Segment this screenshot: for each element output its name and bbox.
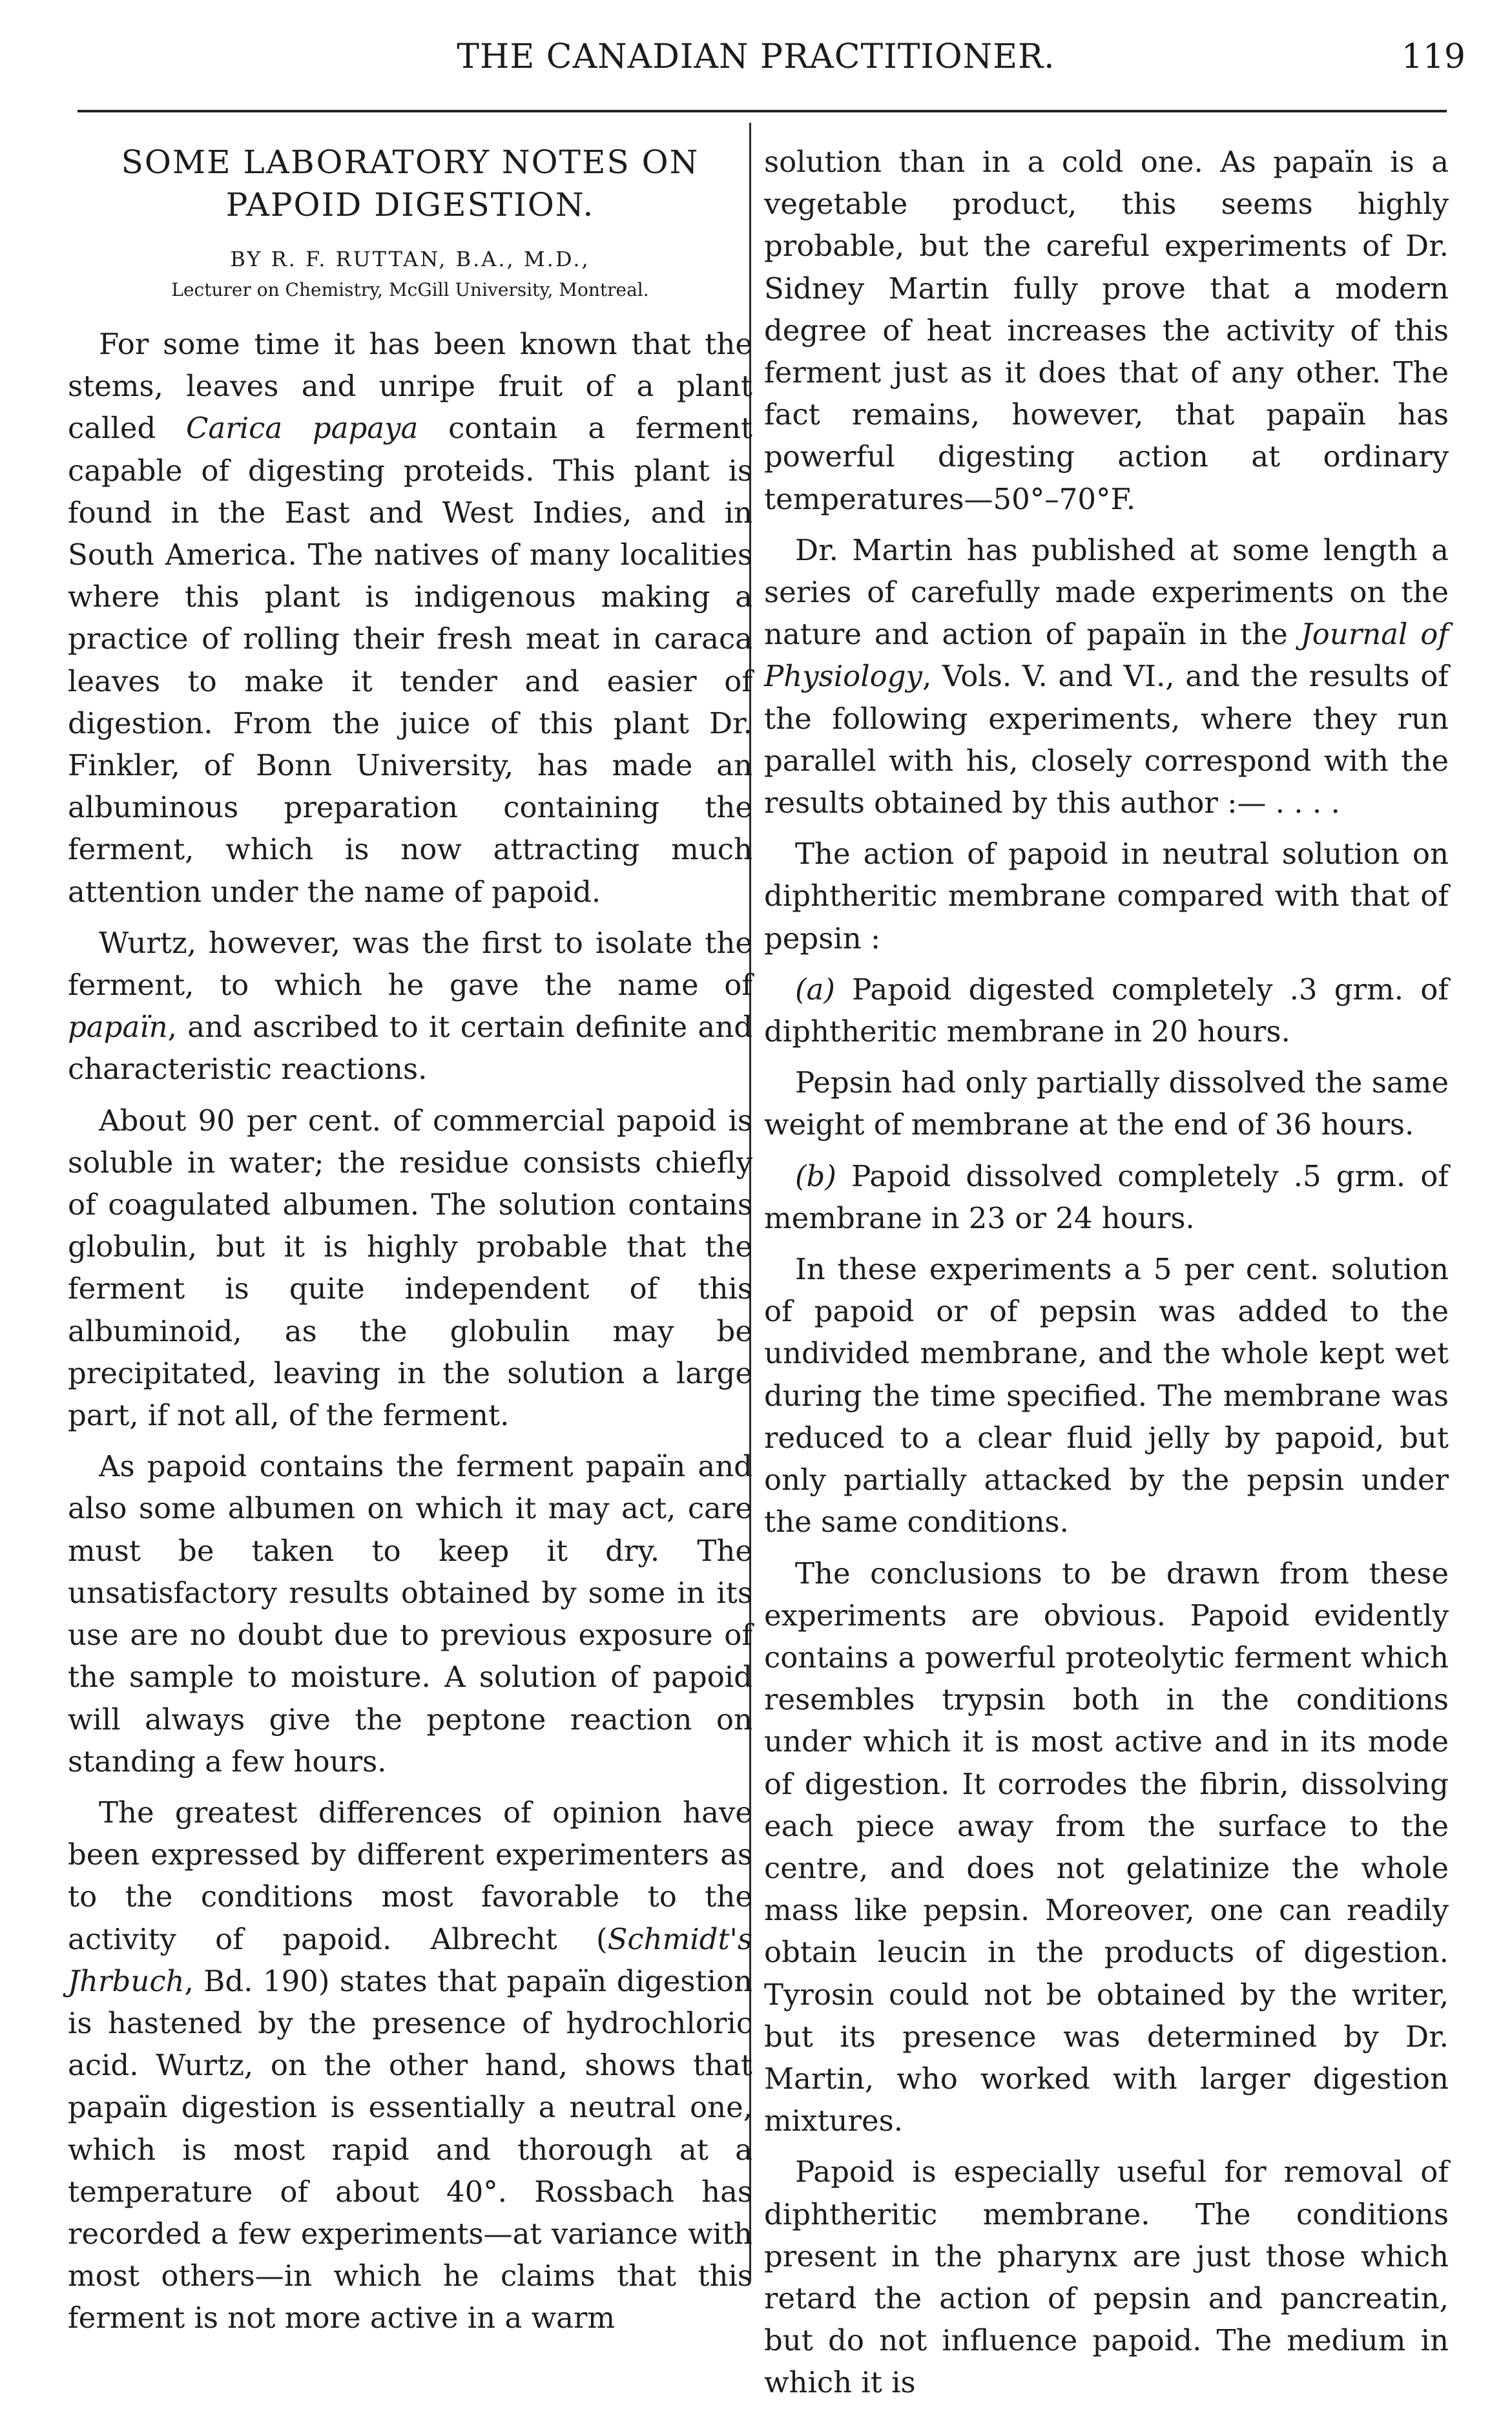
item-label: (b) [795, 1158, 836, 1193]
species-name: Carica papaya [185, 411, 419, 446]
paragraph: (b) Papoid dissolved completely .5 grm. of membrane in 23 or 24 hours. [764, 1158, 1449, 1235]
paragraph: The greatest differences of opinion have been expressed by different experimenters as to the conditions most favorable to the activity of papoid. Albrecht (Schmidt's Jhrbuch, Bd. 190) states that papaïn digestion is hastened by the presence of hydrochloric acid. Wurtz, on the other hand, shows that papaïn digestion is essentially a neutral one, which is most rapid and thorough at a temperature of about 40°. Rossbach has recorded a few experiments—at variance with most others—in which he claims that this ferment is not more active in a warm [68, 1795, 752, 2335]
journal-reference: Journal of Physiology [764, 617, 1449, 694]
running-head [0, 32, 1512, 90]
item-label: (a) [795, 972, 835, 1007]
author-byline: BY R. F. RUTTAN, B.A., M.D., [230, 247, 590, 271]
header-rule [78, 110, 1447, 112]
paragraph: Dr. Martin has published at some length a series of carefully made experiments on the nature and action of papaïn in the Journal of Physiology, Vols. V. and VI., and the results of the following experiments, where they run parallel with his, closely correspond with the results obtained by this author :— . . . . [764, 532, 1449, 820]
paragraph: Wurtz, however, was the first to isolate the ferment, to which he gave the name of papaïn, and ascribed to it certain definite and characteristic reactions. [68, 925, 752, 1087]
journal-title: THE CANADIAN PRACTITIONER. [457, 37, 1055, 76]
article-title: SOME LABORATORY NOTES ON PAPOID DIGESTION. [121, 143, 699, 224]
paragraph: In these experiments a 5 per cent. solution of papoid or of pepsin was added to the undivided membrane, and the whole kept wet during the time specified. The membrane was reduced to a clear fluid jelly by papoid, but only partially attacked by the pepsin under the same conditions. [764, 1252, 1449, 1540]
term-papain: papaïn [68, 1010, 168, 1045]
paragraph: About 90 per cent. of commercial papoid is soluble in water; the residue consists chiefly of coagulated albumen. The solution contains globulin, but it is highly probable that the ferment is quite independent of this albuminoid, as the globulin may be precipitated, leaving in the solution a large part, if not all, of the ferment. [68, 1103, 752, 1433]
left-column [68, 141, 752, 2348]
right-column [764, 141, 1449, 2413]
author-affiliation: Lecturer on Chemistry, McGill University, Montreal. [171, 279, 649, 300]
paragraph: Papoid is especially useful for removal of diphtheritic membrane. The conditions present in the pharynx are just those which retard the action of pepsin and pancreatin, but do not influence papoid. The medium in which it is [764, 2155, 1449, 2400]
citation-title: Schmidt's Jhrbuch [68, 1921, 752, 1998]
paragraph: The action of papoid in neutral solution on diphtheritic membrane compared with that of pepsin : [764, 837, 1449, 956]
paragraph: As papoid contains the ferment papaïn and also some albumen on which it may act, care must be taken to keep it dry. The unsatisfactory results obtained by some in its use are no doubt due to previous exposure of the sample to moisture. A solution of papoid will always give the peptone reaction on standing a few hours. [68, 1449, 752, 1779]
paragraph: solution than in a cold one. As papaïn is a vegetable product, this seems highly probable, but the careful experiments of Dr. Sidney Martin fully prove that a modern degree of heat increases the activity of this ferment just as it does that of any other. The fact remains, however, that papaïn has powerful digesting action at ordinary temperatures—50°–70°F. [764, 145, 1449, 516]
paragraph: The conclusions to be drawn from these experiments are obvious. Papoid evidently contains a powerful proteolytic ferment which resembles trypsin both in the conditions under which it is most active and in its mode of digestion. It corrodes the fibrin, dissolving each piece away from the surface to the centre, and does not gelatinize the whole mass like pepsin. Moreover, one can readily obtain leucin in the products of digestion. Tyrosin could not be obtained by the writer, but its presence was determined by Dr. Martin, who worked with larger digestion mixtures. [764, 1556, 1449, 2138]
page-number: 119 [1401, 37, 1465, 76]
paragraph: For some time it has been known that the stems, leaves and unripe fruit of a plant called Carica papaya contain a ferment capable of digesting proteids. This plant is found in the East and West Indies, and in South America. The natives of many localities where this plant is indigenous making a practice of rolling their fresh meat in caraca leaves to make it tender and easier of digestion. From the juice of this plant Dr. Finkler, of Bonn University, has made an albuminous preparation containing the ferment, which is now attracting much attention under the name of papoid. [68, 327, 753, 909]
paragraph: Pepsin had only partially dissolved the same weight of membrane at the end of 36 hours. [764, 1065, 1449, 1142]
paragraph: (a) Papoid digested completely .3 grm. of diphtheritic membrane in 20 hours. [764, 972, 1449, 1049]
